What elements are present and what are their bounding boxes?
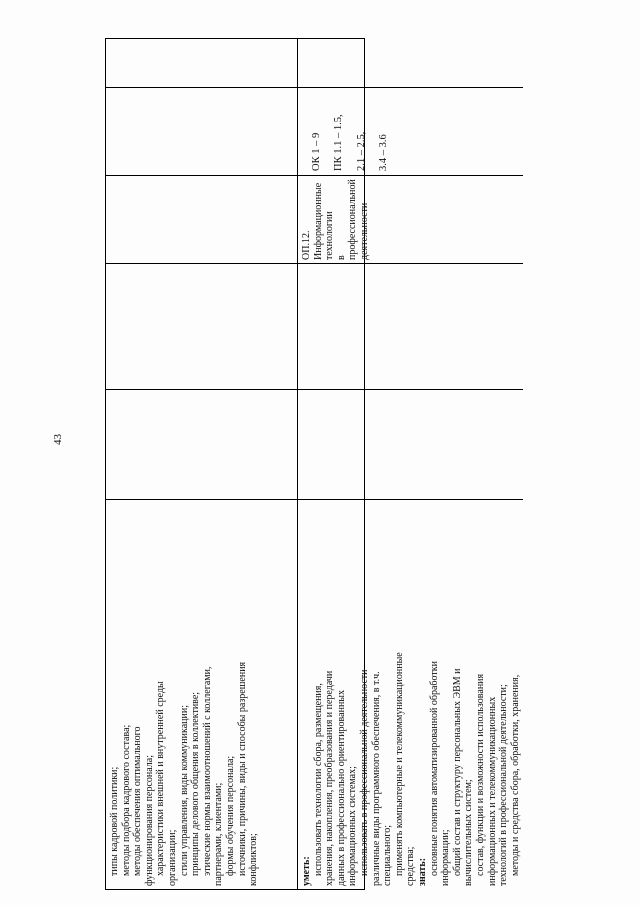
upper-empty-cell-3 bbox=[106, 175, 298, 263]
text-line: этические нормы взаимоотношений с коллегами, bbox=[201, 666, 213, 876]
text-line: вычислительных систем; bbox=[463, 779, 475, 886]
text-line: использовать технологии сбора, размещения, bbox=[312, 683, 324, 876]
competency-line: ПК 1.1 – 1.5, bbox=[333, 114, 344, 171]
text-line: использовать в профессиональной деятельности bbox=[358, 669, 370, 876]
text-line: средства; bbox=[405, 846, 417, 886]
page-number: 43 bbox=[52, 434, 64, 445]
text-line: общий состав и структуру персональных ЭВМ и bbox=[451, 668, 463, 876]
upper-empty-cell-2 bbox=[106, 263, 298, 389]
text-line: функционирования персонала; bbox=[143, 755, 155, 886]
text-line: принципы делового общения в коллективе; bbox=[190, 691, 202, 876]
text-line: партнерами, клиентами; bbox=[213, 782, 225, 886]
text-line: применять компьютерные и телекоммуникационные bbox=[393, 652, 405, 876]
discipline-name-line: деятельности bbox=[358, 202, 370, 260]
text-line: информационных системах; bbox=[347, 766, 359, 886]
upper-empty-cell-1 bbox=[106, 389, 298, 499]
competency-line: 3.4 – 3.6 bbox=[378, 134, 389, 171]
upper-knowledge-cell bbox=[106, 499, 298, 889]
discipline-code: ОП.12. bbox=[301, 230, 312, 260]
text-line: источники, причины, виды и способы разрешения bbox=[236, 661, 248, 876]
text-line: методы подбора кадрового состава; bbox=[120, 724, 132, 876]
text-line: организации; bbox=[166, 829, 178, 886]
text-line: характеристики внешней и внутренней среды bbox=[155, 681, 167, 876]
competency-codes-cell bbox=[298, 87, 523, 175]
competency-table bbox=[105, 38, 521, 890]
text-line: специального; bbox=[382, 825, 394, 886]
upper-empty-cell-4 bbox=[106, 87, 298, 175]
text-line: различные виды программного обеспечения, в т.ч. bbox=[370, 671, 382, 886]
lower-empty-cell-3 bbox=[298, 39, 523, 87]
text-line: данных в профессионально ориентированных bbox=[335, 689, 347, 886]
discipline-name-line: в профессиональной bbox=[335, 179, 359, 260]
text-line: информации; bbox=[440, 829, 452, 886]
text-line: методы обеспечения оптимального bbox=[132, 726, 144, 876]
text-line: технологий в профессиональной деятельности; bbox=[498, 684, 510, 886]
knowledge-heading: знать: bbox=[416, 857, 428, 886]
text-line: основные понятия автоматизированной обработки bbox=[428, 661, 440, 876]
discipline-name-line: технологии bbox=[324, 211, 336, 260]
text-line: состав, функции и возможности использования bbox=[474, 673, 486, 876]
text-line: стили управления, виды коммуникации; bbox=[178, 705, 190, 876]
text-line: формы обучения персонала; bbox=[224, 755, 236, 876]
upper-empty-cell-5 bbox=[106, 39, 298, 87]
skills-heading: уметь: bbox=[301, 856, 312, 886]
text-line: типы кадровой политики; bbox=[109, 766, 120, 876]
competency-line: 2.1 – 2.5, bbox=[355, 131, 367, 171]
lower-empty-cell-1 bbox=[298, 389, 523, 499]
discipline-cell bbox=[298, 175, 523, 263]
competency-line: ОК 1 – 9 bbox=[310, 132, 322, 171]
lower-requirements-cell bbox=[298, 499, 523, 889]
discipline-name-line: Информационные bbox=[312, 182, 324, 260]
text-line: конфликтов; bbox=[248, 833, 260, 886]
lower-empty-cell-2 bbox=[298, 263, 523, 389]
text-line: информационных и телекоммуникационных bbox=[486, 696, 498, 886]
text-line: хранения, накопления, преобразования и передачи bbox=[324, 670, 336, 886]
text-line: методы и средства сбора, обработки, хранения, bbox=[509, 674, 521, 876]
